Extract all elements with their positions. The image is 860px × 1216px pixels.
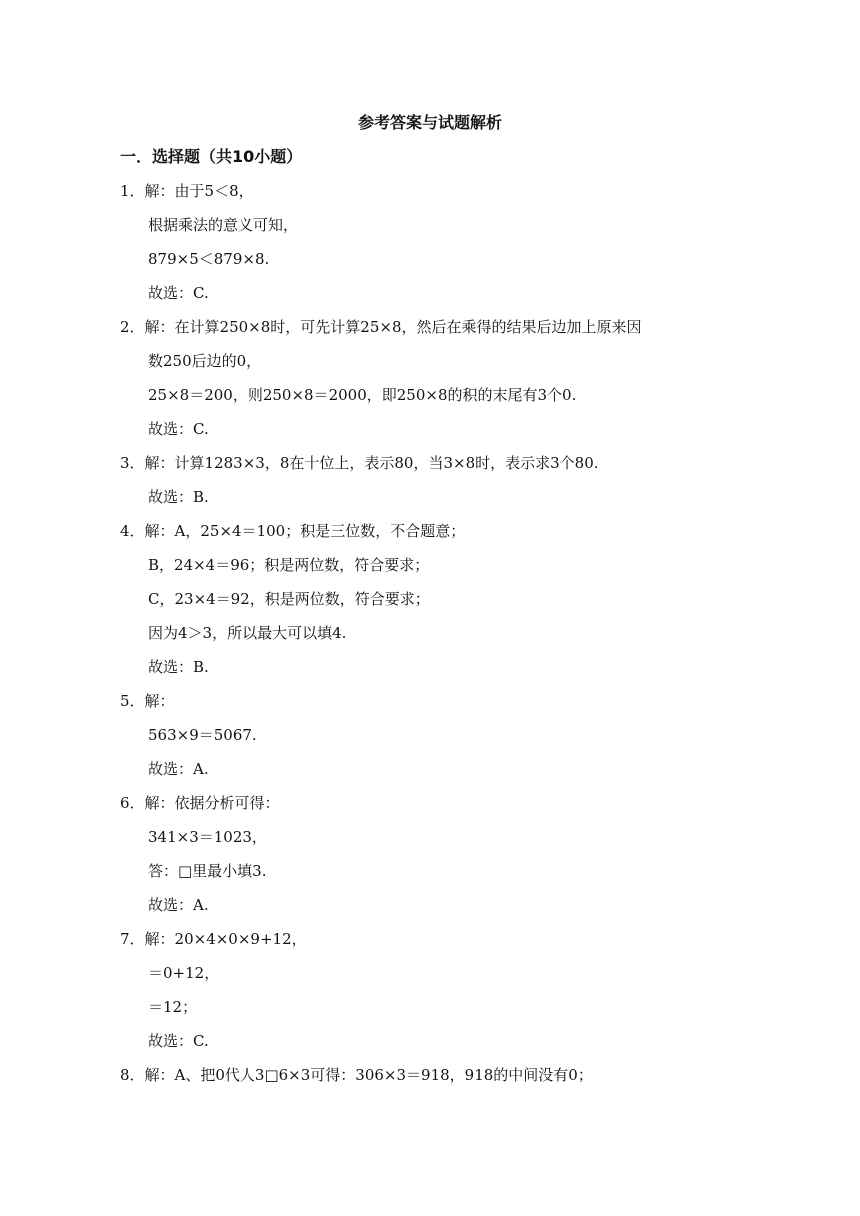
text-line: 563×9＝5067. (148, 726, 257, 744)
text-line: 2．解：在计算250×8时，可先计算25×8，然后在乘得的结果后边加上原来因 (120, 318, 642, 336)
text-line: ＝12； (148, 998, 198, 1016)
text-line: 故选：C. (148, 284, 209, 302)
text-line: B，24×4＝96；积是两位数，符合要求； (148, 556, 430, 574)
text-line: 3．解：计算1283×3，8在十位上，表示80，当3×8时，表示求3个80. (120, 454, 599, 472)
text-line: 4．解：A，25×4＝100；积是三位数，不合题意； (120, 522, 466, 540)
text-line: 根据乘法的意义可知， (148, 216, 299, 234)
text-line: 6．解：依据分析可得： (120, 794, 280, 812)
text-line: 故选：C. (148, 1032, 209, 1050)
text-line: 5．解： (120, 692, 175, 710)
text-line: 341×3＝1023， (148, 828, 267, 846)
text-line: ＝0+12， (148, 964, 220, 982)
text-line: 7．解：20×4×0×9+12， (120, 930, 307, 948)
answer-content (120, 180, 740, 1098)
text-line: 故选：B. (148, 658, 209, 676)
text-line: 故选：C. (148, 420, 209, 438)
page-title: 参考答案与试题解析 (357, 113, 502, 132)
text-line: 故选：A. (148, 760, 209, 778)
text-line: 答：□里最小填3. (148, 862, 267, 880)
text-line: 故选：A. (148, 896, 209, 914)
section-heading: 一．选择题（共10小题） (120, 147, 303, 166)
text-line: 数250后边的0， (148, 352, 262, 370)
text-line: 1．解：由于5＜8， (120, 182, 254, 200)
text-line: 879×5＜879×8. (148, 250, 270, 268)
text-line: C，23×4＝92，积是两位数，符合要求； (148, 590, 430, 608)
text-line: 因为4＞3，所以最大可以填4. (148, 624, 347, 642)
text-line: 故选：B. (148, 488, 209, 506)
text-line: 25×8＝200，则250×8＝2000，即250×8的积的末尾有3个0. (148, 386, 577, 404)
text-line: 8．解：A、把0代人3□6×3可得：306×3＝918，918的中间没有0； (120, 1066, 593, 1084)
